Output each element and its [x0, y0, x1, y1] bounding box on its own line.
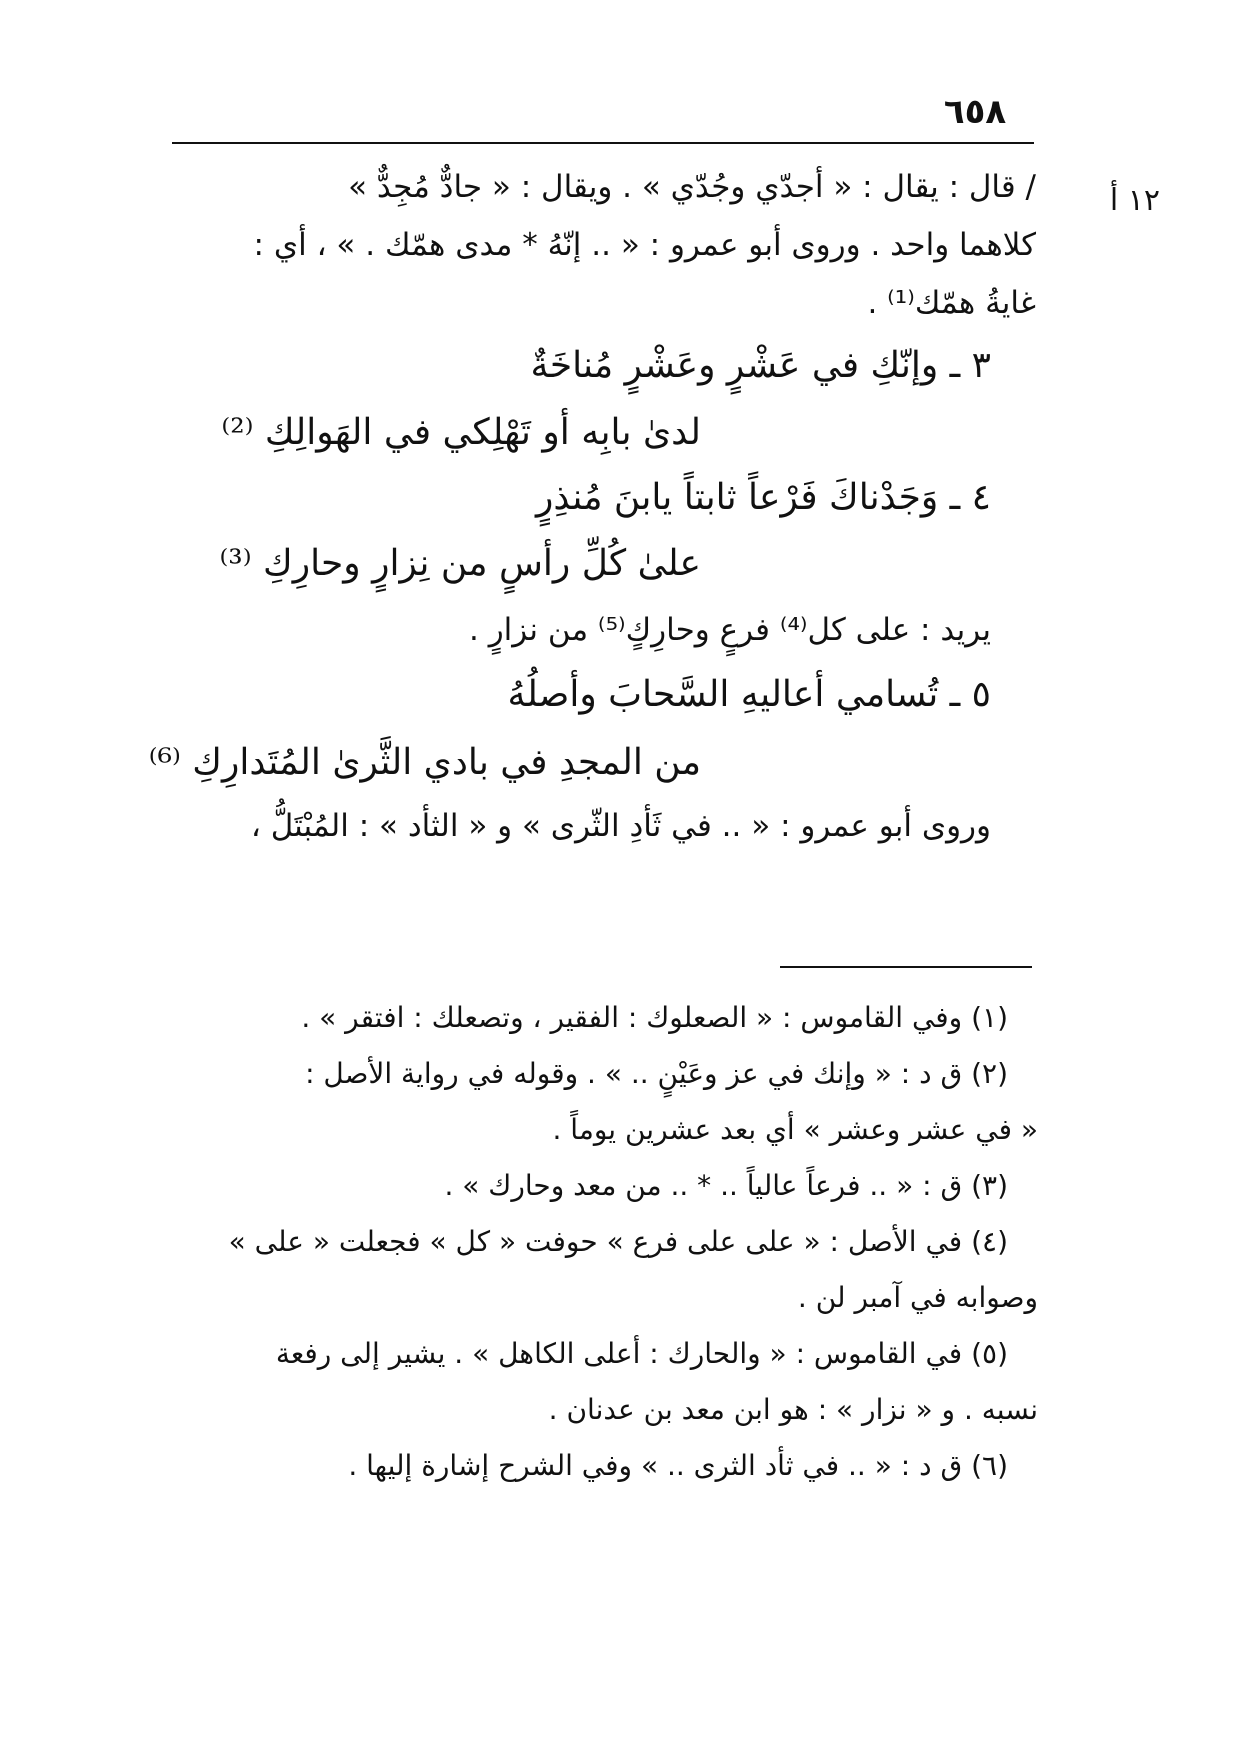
footnote-4: (٤) في الأصل : « على على فرع » حوفت « كل » فجعلت « على »	[228, 1225, 1008, 1258]
verse-5-second-hemistich: من المجدِ في بادي الثَّرىٰ المُتَدارِكِ ⁽⁶⁾	[148, 742, 701, 783]
verse-3-first-hemistich: ٣ ـ وإنّكِ في عَشْرٍ وعَشْرٍ مُناخَةٌ	[530, 345, 991, 386]
intro-line-1: / قال : يقال : « أجدّي وجُدّي » . ويقال : « جادٌّ مُجِدٌّ »	[348, 169, 1036, 205]
footnote-2-continued: « في عشر وعشر » أي بعد عشرين يوماً .	[552, 1113, 1038, 1146]
verse-5-first-hemistich: ٥ ـ تُسامي أعاليهِ السَّحابَ وأصلُهُ	[507, 674, 991, 715]
footnote-4-continued: وصوابه في آمبر لن .	[797, 1281, 1038, 1314]
footnote-5: (٥) في القاموس : « والحارك : أعلى الكاهل » . يشير إلى رفعة	[275, 1337, 1008, 1370]
page-number: ٦٥٨	[943, 92, 1007, 132]
riwaya-line: وروى أبو عمرو : « .. في ثَأدِ الثّرى » و « الثأد » : المُبْتَلُّ ،	[250, 808, 991, 844]
verse-4-first-hemistich: ٤ ـ وَجَدْناكَ فَرْعاً ثابتاً يابنَ مُنذِرٍ	[536, 477, 991, 518]
intro-line-2: كلاهما واحد . وروى أبو عمرو : « .. إنّهُ * مدى همّك . » ، أي :	[253, 227, 1036, 263]
footnote-2: (٢) ق د : « وإنك في عز وعَيْنٍ .. » . وقوله في رواية الأصل :	[305, 1057, 1008, 1090]
footnote-5-continued: نسبه . و « نزار » : هو ابن معد بن عدنان .	[548, 1393, 1038, 1426]
footnote-6: (٦) ق د : « .. في ثأد الثرى .. » وفي الشرح إشارة إليها .	[348, 1449, 1008, 1482]
footnotes	[180, 990, 1038, 1494]
verse-4-second-hemistich: علىٰ كُلِّ رأسٍ من نِزارٍ وحارِكِ ⁽³⁾	[219, 543, 701, 584]
intro-paragraph	[178, 158, 1036, 332]
footnote-3: (٣) ق : « .. فرعاً عالياً .. * .. من معد وحارك » .	[444, 1169, 1008, 1202]
verse-3-second-hemistich: لدىٰ بابِه أو تَهْلِكي في الهَوالِكِ ⁽²⁾	[221, 412, 701, 453]
footnote-1: (١) وفي القاموس : « الصعلوك : الفقير ، وتصعلك : افتقر » .	[301, 1001, 1008, 1034]
footnote-rule	[780, 966, 1032, 968]
manuscript-folio-ref: ١٢ أ	[1109, 183, 1160, 218]
intro-line-3: غايةُ همّك⁽¹⁾ .	[867, 285, 1036, 321]
header-rule	[172, 142, 1034, 144]
gloss-line: يريد : على كل⁽⁴⁾ فرعٍ وحارِكٍ⁽⁵⁾ من نزارٍ .	[469, 612, 991, 648]
